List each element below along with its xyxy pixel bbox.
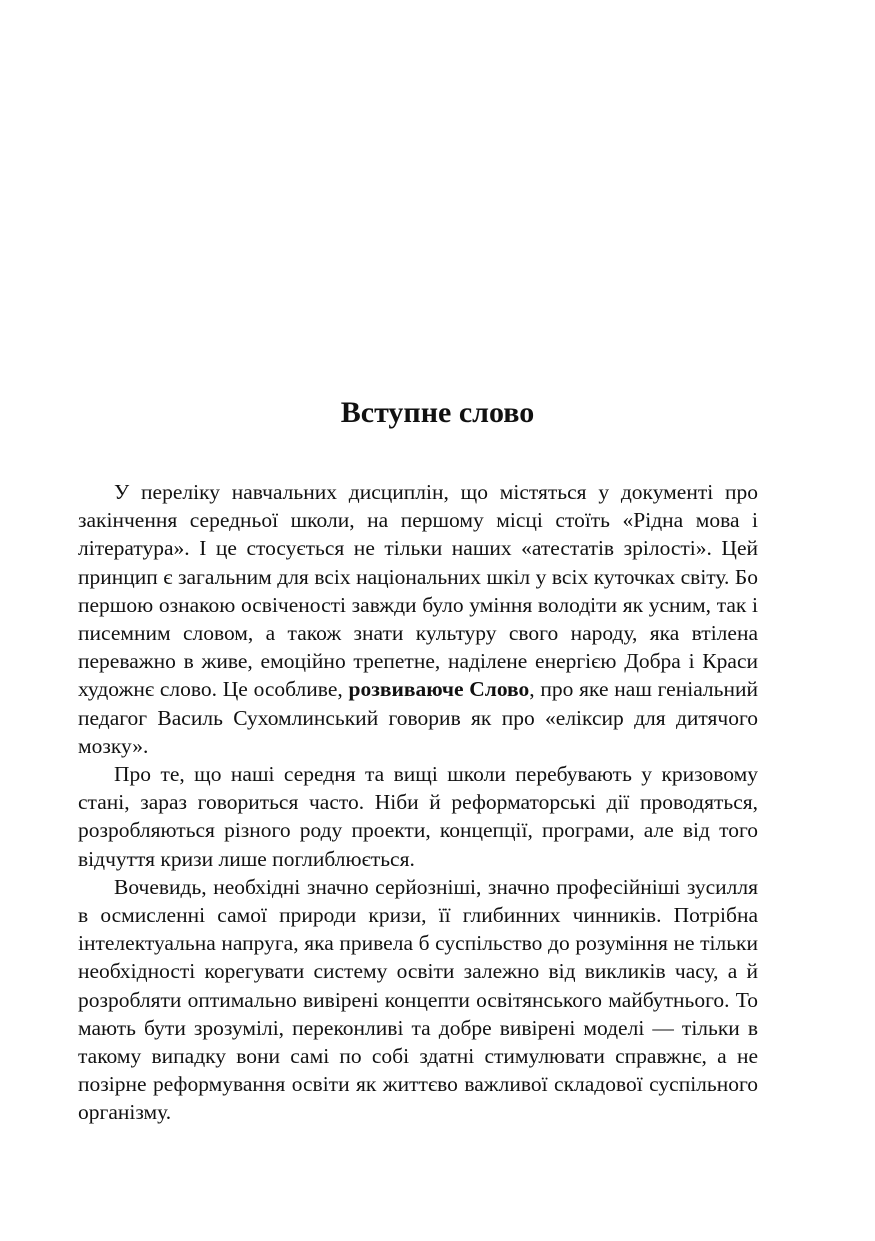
paragraph-3: Вочевидь, необхідні значно серйозніші, значно професійніші зусилля в осмисленні самої природи кризи, її глибинних чинників. Потрібна інтелектуальна напруга, яка привела б суспільство до розуміння не тільки необхідності корегувати систему освіти залежно від викликів часу, а й розробляти оптимально вивірені концепти освітянського майбутнього. То мають бути зрозумілі, переконливі та добре вивірені моделі — тільки в такому випадку вони самі по собі здатні стимулювати справжнє, а не позірне реформування освіти як життєво важливої складової суспільного організму. — [78, 874, 758, 1125]
paragraph-2: Про те, що наші середня та вищі школи перебувають у кризовому стані, зараз говориться часто. Ніби й реформаторські дії проводяться, розробляються різного роду проекти, концепції, програми, але від того відчуття кризи лише поглиблюється. — [78, 762, 758, 871]
paragraph-1-text-end: , про яке наш геніальний педагог Василь Сухомлинський говорив як про «еліксир для дитячого мозку». — [78, 677, 758, 758]
page-title: Вступне слово — [340, 396, 535, 429]
paragraph-1 — [78, 478, 758, 760]
paragraph-1-text-start: У переліку навчальних дисциплін, що містяться у документі про закінчення середньої школи, на першому місці стоїть «Рідна мова і література». І це стосується не тільки наших «атестатів зрілості». Цей принцип є загальним для всіх національних шкіл у всіх куточках світу. Бо першою ознакою освіченості завжди було уміння володіти як усним, так і писемним словом, а також знати культуру свого народу, яка втілена переважно в живе, емоційно трепетне, наділене енергією Добра і Краси художнє слово. Це особливе, — [78, 480, 758, 702]
paragraph-1-bold-phrase: розвиваюче Слово — [348, 677, 530, 702]
body-text — [78, 478, 758, 1127]
